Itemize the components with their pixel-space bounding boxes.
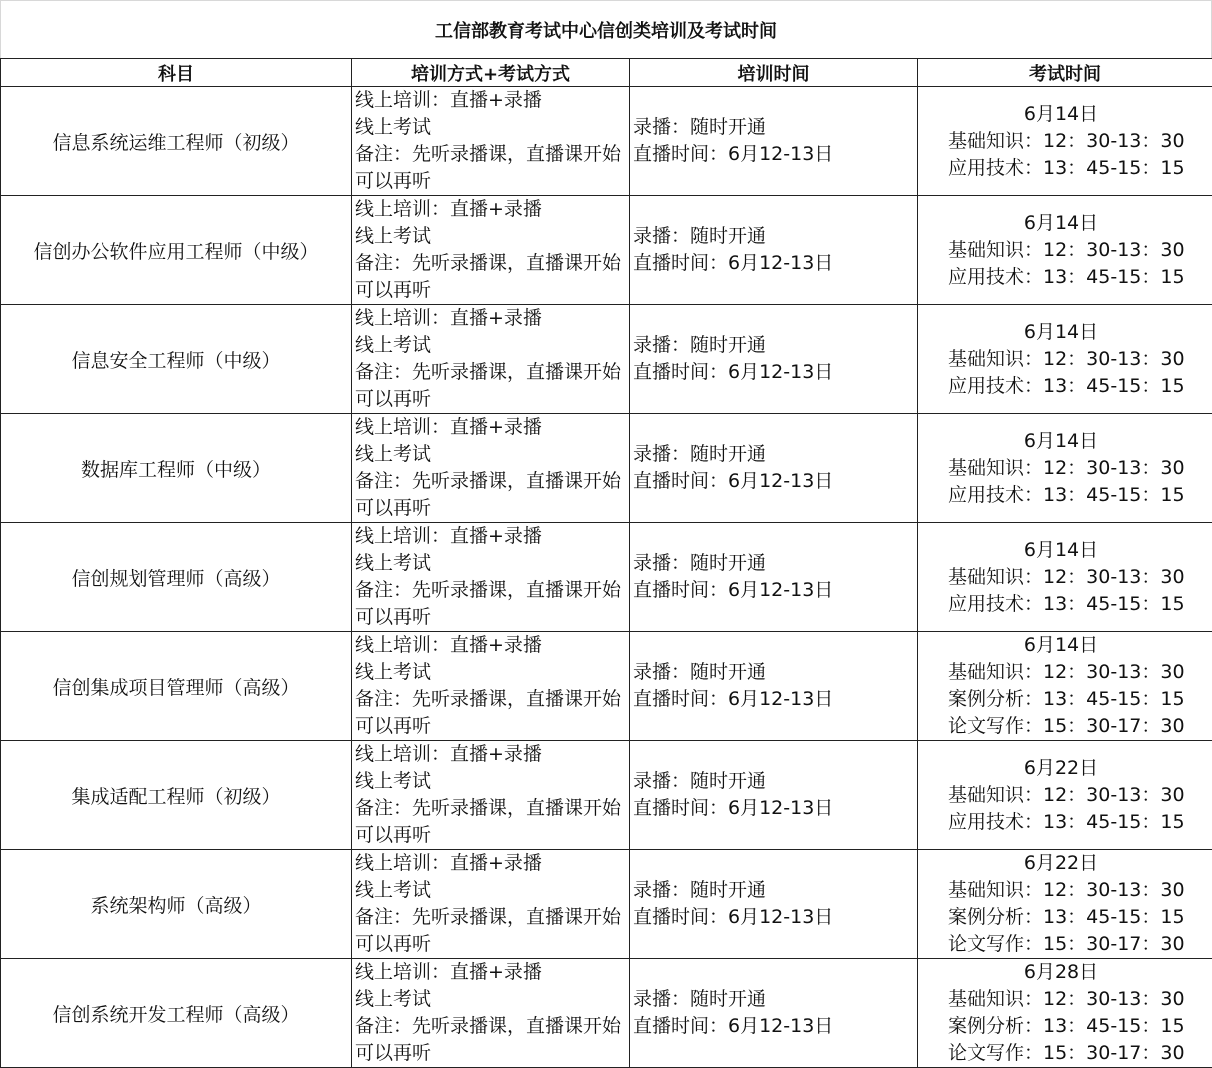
method-line: 线上培训：直播+录播 <box>355 632 629 659</box>
method-cell <box>352 959 630 1068</box>
method-line: 可以再听 <box>355 713 629 740</box>
method-cell <box>352 632 630 741</box>
header-train-time: 培训时间 <box>630 59 918 87</box>
exam-session: 应用技术：13：45-15：15 <box>918 155 1212 182</box>
train-time-line: 录播：随时开通 <box>633 768 917 795</box>
table-row <box>1 196 1212 305</box>
subject-cell: 信息安全工程师（中级） <box>1 305 352 414</box>
method-line: 备注：先听录播课，直播课开始 <box>355 1013 629 1040</box>
train-time-cell <box>630 959 918 1068</box>
method-cell <box>352 305 630 414</box>
exam-date: 6月14日 <box>918 319 1212 346</box>
method-line: 备注：先听录播课，直播课开始 <box>355 250 629 277</box>
exam-session: 论文写作：15：30-17：30 <box>918 713 1212 740</box>
table-row <box>1 523 1212 632</box>
exam-time-cell <box>918 850 1212 959</box>
table-row <box>1 632 1212 741</box>
method-line: 线上考试 <box>355 223 629 250</box>
sheet-title: 工信部教育考试中心信创类培训及考试时间 <box>0 0 1212 58</box>
method-line: 可以再听 <box>355 495 629 522</box>
exam-time-cell <box>918 632 1212 741</box>
subject-cell: 信创集成项目管理师（高级） <box>1 632 352 741</box>
train-time-line: 录播：随时开通 <box>633 877 917 904</box>
exam-session: 基础知识：12：30-13：30 <box>918 564 1212 591</box>
exam-time-cell <box>918 414 1212 523</box>
table-row <box>1 87 1212 196</box>
exam-time-cell <box>918 87 1212 196</box>
table-row <box>1 959 1212 1068</box>
exam-session: 应用技术：13：45-15：15 <box>918 809 1212 836</box>
method-line: 备注：先听录播课，直播课开始 <box>355 795 629 822</box>
method-line: 可以再听 <box>355 168 629 195</box>
exam-session: 应用技术：13：45-15：15 <box>918 482 1212 509</box>
subject-cell: 集成适配工程师（初级） <box>1 741 352 850</box>
exam-time-cell <box>918 196 1212 305</box>
schedule-table <box>0 58 1212 1068</box>
method-line: 可以再听 <box>355 822 629 849</box>
exam-session: 基础知识：12：30-13：30 <box>918 659 1212 686</box>
method-cell <box>352 523 630 632</box>
method-line: 线上培训：直播+录播 <box>355 87 629 114</box>
train-time-line: 直播时间：6月12-13日 <box>633 468 917 495</box>
method-line: 线上培训：直播+录播 <box>355 196 629 223</box>
method-line: 备注：先听录播课，直播课开始 <box>355 359 629 386</box>
exam-session: 基础知识：12：30-13：30 <box>918 877 1212 904</box>
exam-date: 6月28日 <box>918 959 1212 986</box>
exam-time-cell <box>918 741 1212 850</box>
exam-session: 论文写作：15：30-17：30 <box>918 1040 1212 1067</box>
table-row <box>1 741 1212 850</box>
train-time-line: 直播时间：6月12-13日 <box>633 577 917 604</box>
train-time-cell <box>630 741 918 850</box>
exam-session: 基础知识：12：30-13：30 <box>918 986 1212 1013</box>
method-line: 线上考试 <box>355 986 629 1013</box>
method-line: 可以再听 <box>355 604 629 631</box>
train-time-cell <box>630 414 918 523</box>
train-time-cell <box>630 523 918 632</box>
method-line: 可以再听 <box>355 277 629 304</box>
method-line: 可以再听 <box>355 931 629 958</box>
method-line: 备注：先听录播课，直播课开始 <box>355 686 629 713</box>
header-row <box>1 59 1212 87</box>
train-time-line: 录播：随时开通 <box>633 114 917 141</box>
exam-session: 应用技术：13：45-15：15 <box>918 373 1212 400</box>
train-time-cell <box>630 850 918 959</box>
exam-session: 案例分析：13：45-15：15 <box>918 686 1212 713</box>
method-cell <box>352 196 630 305</box>
method-line: 可以再听 <box>355 1040 629 1067</box>
method-line: 线上培训：直播+录播 <box>355 741 629 768</box>
method-cell <box>352 850 630 959</box>
exam-time-cell <box>918 305 1212 414</box>
exam-date: 6月14日 <box>918 428 1212 455</box>
table-row <box>1 850 1212 959</box>
exam-session: 基础知识：12：30-13：30 <box>918 346 1212 373</box>
method-line: 线上培训：直播+录播 <box>355 523 629 550</box>
exam-session: 应用技术：13：45-15：15 <box>918 264 1212 291</box>
exam-date: 6月14日 <box>918 210 1212 237</box>
exam-date: 6月22日 <box>918 755 1212 782</box>
exam-session: 应用技术：13：45-15：15 <box>918 591 1212 618</box>
train-time-cell <box>630 87 918 196</box>
train-time-line: 录播：随时开通 <box>633 441 917 468</box>
exam-time-cell <box>918 959 1212 1068</box>
train-time-cell <box>630 305 918 414</box>
subject-cell: 信创办公软件应用工程师（中级） <box>1 196 352 305</box>
exam-session: 案例分析：13：45-15：15 <box>918 904 1212 931</box>
method-line: 备注：先听录播课，直播课开始 <box>355 468 629 495</box>
train-time-line: 录播：随时开通 <box>633 332 917 359</box>
train-time-line: 录播：随时开通 <box>633 986 917 1013</box>
header-exam-time: 考试时间 <box>918 59 1212 87</box>
exam-session: 论文写作：15：30-17：30 <box>918 931 1212 958</box>
exam-date: 6月14日 <box>918 632 1212 659</box>
header-method: 培训方式+考试方式 <box>352 59 630 87</box>
subject-cell: 信创规划管理师（高级） <box>1 523 352 632</box>
method-cell <box>352 87 630 196</box>
train-time-line: 直播时间：6月12-13日 <box>633 795 917 822</box>
exam-date: 6月22日 <box>918 850 1212 877</box>
train-time-cell <box>630 196 918 305</box>
method-line: 线上考试 <box>355 114 629 141</box>
table-row <box>1 305 1212 414</box>
subject-cell: 系统架构师（高级） <box>1 850 352 959</box>
method-line: 线上考试 <box>355 768 629 795</box>
method-line: 线上考试 <box>355 659 629 686</box>
train-time-line: 直播时间：6月12-13日 <box>633 686 917 713</box>
header-subject: 科目 <box>1 59 352 87</box>
train-time-line: 直播时间：6月12-13日 <box>633 1013 917 1040</box>
train-time-cell <box>630 632 918 741</box>
exam-time-cell <box>918 523 1212 632</box>
train-time-line: 直播时间：6月12-13日 <box>633 904 917 931</box>
train-time-line: 录播：随时开通 <box>633 223 917 250</box>
train-time-line: 录播：随时开通 <box>633 659 917 686</box>
method-line: 线上考试 <box>355 332 629 359</box>
method-line: 线上培训：直播+录播 <box>355 959 629 986</box>
method-line: 可以再听 <box>355 386 629 413</box>
method-cell <box>352 741 630 850</box>
subject-cell: 数据库工程师（中级） <box>1 414 352 523</box>
subject-cell: 信息系统运维工程师（初级） <box>1 87 352 196</box>
method-line: 备注：先听录播课，直播课开始 <box>355 577 629 604</box>
method-line: 备注：先听录播课，直播课开始 <box>355 904 629 931</box>
method-line: 线上培训：直播+录播 <box>355 850 629 877</box>
exam-session: 基础知识：12：30-13：30 <box>918 782 1212 809</box>
train-time-line: 录播：随时开通 <box>633 550 917 577</box>
method-line: 线上培训：直播+录播 <box>355 414 629 441</box>
table-body <box>1 87 1212 1068</box>
method-line: 备注：先听录播课，直播课开始 <box>355 141 629 168</box>
method-line: 线上考试 <box>355 441 629 468</box>
method-line: 线上培训：直播+录播 <box>355 305 629 332</box>
train-time-line: 直播时间：6月12-13日 <box>633 250 917 277</box>
train-time-line: 直播时间：6月12-13日 <box>633 359 917 386</box>
exam-session: 案例分析：13：45-15：15 <box>918 1013 1212 1040</box>
exam-date: 6月14日 <box>918 537 1212 564</box>
exam-session: 基础知识：12：30-13：30 <box>918 128 1212 155</box>
exam-session: 基础知识：12：30-13：30 <box>918 237 1212 264</box>
method-line: 线上考试 <box>355 877 629 904</box>
table-row <box>1 414 1212 523</box>
train-time-line: 直播时间：6月12-13日 <box>633 141 917 168</box>
subject-cell: 信创系统开发工程师（高级） <box>1 959 352 1068</box>
method-cell <box>352 414 630 523</box>
method-line: 线上考试 <box>355 550 629 577</box>
exam-date: 6月14日 <box>918 101 1212 128</box>
exam-session: 基础知识：12：30-13：30 <box>918 455 1212 482</box>
